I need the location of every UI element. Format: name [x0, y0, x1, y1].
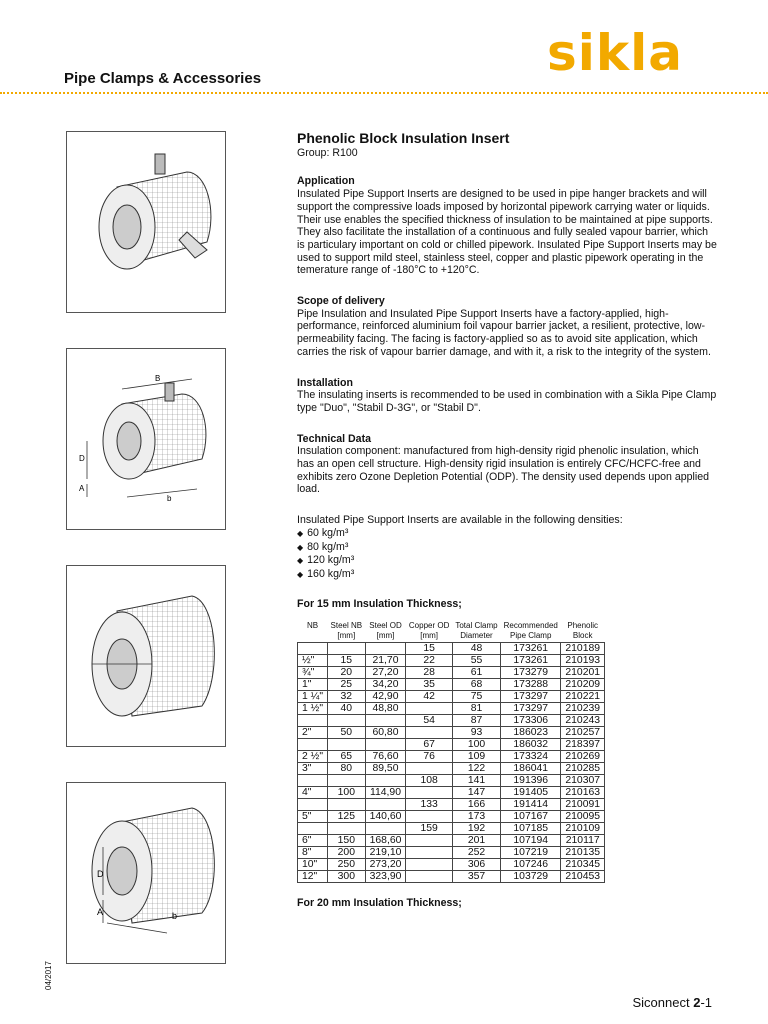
table-cell: 35	[406, 679, 452, 691]
table-cell: 300	[328, 871, 366, 883]
column-header-line: Diameter	[460, 630, 493, 640]
table-cell: 42,90	[365, 691, 406, 703]
page-prefix: Siconnect	[632, 995, 694, 1010]
table-cell: 1"	[298, 679, 328, 691]
document-date: 04/2017	[44, 961, 53, 990]
column-header-line: [mm]	[420, 630, 439, 640]
table-row	[298, 751, 605, 763]
table-row	[298, 763, 605, 775]
figure-insert-block	[66, 565, 226, 747]
table-cell	[298, 775, 328, 787]
table-row	[298, 835, 605, 847]
table-cell: 210091	[561, 799, 605, 811]
table-header-row	[298, 620, 605, 643]
table-cell	[365, 715, 406, 727]
section-title: Pipe Clamps & Accessories	[64, 70, 262, 87]
table-row	[298, 811, 605, 823]
table-cell: 200	[328, 847, 366, 859]
table-cell: 107185	[501, 823, 561, 835]
column-header-line: NB	[306, 621, 319, 631]
table-cell	[406, 871, 452, 883]
column-header	[298, 620, 328, 643]
section-heading-application: Application	[297, 175, 355, 188]
table-cell: 210189	[561, 643, 605, 655]
table-cell: 75	[452, 691, 500, 703]
table-cell: 210135	[561, 847, 605, 859]
table-cell: 210193	[561, 655, 605, 667]
table-cell: ¾"	[298, 667, 328, 679]
table-cell: 210201	[561, 667, 605, 679]
table-cell: 122	[452, 763, 500, 775]
table-cell: 27,20	[365, 667, 406, 679]
table-row	[298, 643, 605, 655]
product-title: Phenolic Block Insulation Insert	[297, 130, 510, 146]
column-header-line: Phenolic	[567, 621, 599, 631]
table-cell: 103729	[501, 871, 561, 883]
table-cell: 210269	[561, 751, 605, 763]
column-header-line: [mm]	[376, 630, 395, 640]
table-cell: 191405	[501, 787, 561, 799]
column-header	[328, 620, 366, 643]
table-cell	[365, 775, 406, 787]
table-cell: 55	[452, 655, 500, 667]
product-group: Group: R100	[297, 146, 358, 159]
table-cell: 147	[452, 787, 500, 799]
section-text-technical: Insulation component: manufactured from high-density rigid phenolic insulation, which has an open cell structure. High-density rigid insulation is entirely CFC/HCFC-free and exhibits zero Ozone Depletion Potential (ODP). The density used depends upon applied load.	[297, 445, 710, 496]
column-header-line: Steel OD	[369, 621, 402, 631]
table-cell: 133	[406, 799, 452, 811]
table-cell: 48	[452, 643, 500, 655]
table-cell: 210453	[561, 871, 605, 883]
table-cell: 141	[452, 775, 500, 787]
table-cell: 191396	[501, 775, 561, 787]
table-cell: 61	[452, 667, 500, 679]
dimension-b-lower: b	[167, 494, 172, 503]
table-cell: 20	[328, 667, 366, 679]
table-cell	[406, 859, 452, 871]
table-cell: 42	[406, 691, 452, 703]
table-row	[298, 871, 605, 883]
table-cell	[328, 739, 366, 751]
column-header-line: [mm]	[337, 630, 356, 640]
table-row	[298, 823, 605, 835]
table-cell: 173	[452, 811, 500, 823]
table-cell: 201	[452, 835, 500, 847]
column-header-line: Steel NB	[330, 621, 363, 631]
figure-clamp-dimensions	[66, 348, 226, 530]
column-header	[406, 620, 452, 643]
table-cell: 40	[328, 703, 366, 715]
table-cell	[328, 799, 366, 811]
table-cell: 15	[406, 643, 452, 655]
table-cell: 6"	[298, 835, 328, 847]
table-cell: 100	[452, 739, 500, 751]
table-cell: 210095	[561, 811, 605, 823]
table-body	[298, 643, 605, 883]
column-header-line: Pipe Clamp	[510, 630, 552, 640]
table-cell	[298, 715, 328, 727]
table-cell: 3"	[298, 763, 328, 775]
table-cell: 173279	[501, 667, 561, 679]
table-cell: 125	[328, 811, 366, 823]
table-row	[298, 739, 605, 751]
table-cell: 173297	[501, 703, 561, 715]
table-cell: 32	[328, 691, 366, 703]
section-text-scope: Pipe Insulation and Insulated Pipe Support Inserts have a factory-applied, high-performance, reinforced aluminium foil vapour barrier jacket, a resilient, protective, low-permeability facing. The facing is factory-applied so as to avoid site application, which carries the risk of vapour barrier damage, and with it, a risk to the integrity of the system.	[297, 307, 711, 358]
table-row	[298, 703, 605, 715]
table-cell: 210109	[561, 823, 605, 835]
table-row	[298, 691, 605, 703]
table-cell: 108	[406, 775, 452, 787]
column-header-line: Total Clamp	[455, 621, 498, 631]
dimension-a: A	[97, 907, 104, 917]
sikla-logo: sikla	[547, 24, 684, 82]
table-cell: 210209	[561, 679, 605, 691]
table-cell: 210243	[561, 715, 605, 727]
table-cell: 76,60	[365, 751, 406, 763]
table-row	[298, 787, 605, 799]
table-cell: 67	[406, 739, 452, 751]
column-header-line: Block	[572, 630, 593, 640]
table-cell	[298, 799, 328, 811]
table-cell: 159	[406, 823, 452, 835]
table-row	[298, 667, 605, 679]
table-cell: 109	[452, 751, 500, 763]
table-cell	[406, 835, 452, 847]
column-header	[452, 620, 500, 643]
table-cell: 25	[328, 679, 366, 691]
table-cell: 2 ½"	[298, 751, 328, 763]
table-cell: 89,50	[365, 763, 406, 775]
table-cell	[328, 643, 366, 655]
table-cell: 186032	[501, 739, 561, 751]
table-cell: 68	[452, 679, 500, 691]
dimension-b-lower: b	[172, 911, 178, 921]
table-cell: 150	[328, 835, 366, 847]
table-cell: 21,70	[365, 655, 406, 667]
section-heading-technical: Technical Data	[297, 432, 371, 445]
density-list	[297, 527, 717, 582]
dimension-a: A	[79, 484, 85, 493]
table-cell: 192	[452, 823, 500, 835]
table-cell: 10"	[298, 859, 328, 871]
table-cell: 8"	[298, 847, 328, 859]
table-cell: 1 ½"	[298, 703, 328, 715]
figure-insert-dimensions	[66, 782, 226, 964]
table-cell: 186041	[501, 763, 561, 775]
table-cell: 107194	[501, 835, 561, 847]
table-cell: 219,10	[365, 847, 406, 859]
table-cell: 210345	[561, 859, 605, 871]
table-cell: 28	[406, 667, 452, 679]
table-cell	[365, 799, 406, 811]
table-cell: 166	[452, 799, 500, 811]
page-number	[633, 995, 713, 1010]
table-cell: 48,80	[365, 703, 406, 715]
figure-clamp-with-insert	[66, 131, 226, 313]
table-cell	[406, 763, 452, 775]
density-item: ◆ 60 kg/m³	[297, 527, 717, 541]
density-item: ◆ 160 kg/m³	[297, 568, 717, 582]
table-heading-20mm: For 20 mm Insulation Thickness;	[297, 897, 462, 910]
table-row	[298, 727, 605, 739]
dimension-d: D	[79, 454, 85, 463]
table-cell: 186023	[501, 727, 561, 739]
dimension-d: D	[97, 869, 104, 879]
table-heading-15mm: For 15 mm Insulation Thickness;	[297, 597, 462, 610]
table-cell: 60,80	[365, 727, 406, 739]
table-cell: 81	[452, 703, 500, 715]
table-cell: 323,90	[365, 871, 406, 883]
table-cell: 173261	[501, 643, 561, 655]
table-cell	[406, 811, 452, 823]
table-cell	[406, 787, 452, 799]
density-item: ◆ 80 kg/m³	[297, 541, 717, 555]
table-cell: 50	[328, 727, 366, 739]
table-cell: 168,60	[365, 835, 406, 847]
table-row	[298, 715, 605, 727]
table-cell: 1 ¼"	[298, 691, 328, 703]
table-cell	[328, 775, 366, 787]
product-description	[297, 132, 717, 920]
section-text-application: Insulated Pipe Support Inserts are designed to be used in pipe hanger brackets and will support the compressive loads imposed by horizontal pipework carrying water or liquids. Their use enables the specified thickness of insulation to be maintained at pipe supports. They also facilitate the installation of a continuous and fully sealed vapour barrier, which is particulary important on cold or chilled pipework. Insulated Pipe Support Inserts may be used to support mild steel, stainless steel, copper and plastic pipework operating in the temerature range of -180°C to +120°C.	[297, 188, 717, 277]
table-cell	[328, 715, 366, 727]
table-cell: 76	[406, 751, 452, 763]
column-header	[501, 620, 561, 643]
insulation-table-15mm	[297, 620, 605, 883]
table-cell: 173288	[501, 679, 561, 691]
table-row	[298, 859, 605, 871]
table-cell	[406, 727, 452, 739]
table-cell: 93	[452, 727, 500, 739]
table-cell: 80	[328, 763, 366, 775]
table-cell	[406, 703, 452, 715]
table-cell: 173261	[501, 655, 561, 667]
table-cell: 173297	[501, 691, 561, 703]
dimension-b-upper: B	[155, 374, 161, 383]
table-cell: 87	[452, 715, 500, 727]
table-cell: 210239	[561, 703, 605, 715]
table-cell: 65	[328, 751, 366, 763]
table-cell	[365, 643, 406, 655]
table-cell: 54	[406, 715, 452, 727]
column-header-line: Copper OD	[408, 621, 450, 631]
table-cell: 191414	[501, 799, 561, 811]
table-cell: 15	[328, 655, 366, 667]
table-row	[298, 847, 605, 859]
table-cell	[298, 823, 328, 835]
column-header	[365, 620, 406, 643]
page-suffix: -1	[700, 995, 712, 1010]
table-cell: 173324	[501, 751, 561, 763]
table-cell: 34,20	[365, 679, 406, 691]
table-cell: 140,60	[365, 811, 406, 823]
table-cell: 173306	[501, 715, 561, 727]
table-cell: 210163	[561, 787, 605, 799]
section-heading-scope: Scope of delivery	[297, 295, 385, 308]
table-cell: 357	[452, 871, 500, 883]
table-cell: 210307	[561, 775, 605, 787]
section-text-installation: The insulating inserts is recommended to be used in combination with a Sikla Pipe Clamp type "Duo", "Stabil D-3G", or "Stabil D".	[297, 389, 717, 414]
table-cell: 5"	[298, 811, 328, 823]
table-cell: 218397	[561, 739, 605, 751]
table-cell: 107219	[501, 847, 561, 859]
density-item: ◆ 120 kg/m³	[297, 554, 717, 568]
table-cell: 12"	[298, 871, 328, 883]
table-cell: 107167	[501, 811, 561, 823]
table-cell	[328, 823, 366, 835]
table-row	[298, 799, 605, 811]
table-cell: 210117	[561, 835, 605, 847]
table-cell: 100	[328, 787, 366, 799]
table-cell	[406, 847, 452, 859]
table-cell: 252	[452, 847, 500, 859]
table-cell: 210257	[561, 727, 605, 739]
column-header	[561, 620, 605, 643]
table-cell: 250	[328, 859, 366, 871]
section-heading-installation: Installation	[297, 376, 353, 389]
table-cell	[365, 823, 406, 835]
table-cell	[298, 739, 328, 751]
table-cell	[365, 739, 406, 751]
table-cell: 306	[452, 859, 500, 871]
table-cell: 2"	[298, 727, 328, 739]
table-cell: 210221	[561, 691, 605, 703]
table-cell: 210285	[561, 763, 605, 775]
table-cell: 114,90	[365, 787, 406, 799]
header-divider	[0, 92, 768, 94]
table-cell: 22	[406, 655, 452, 667]
table-cell: 107246	[501, 859, 561, 871]
table-cell: 273,20	[365, 859, 406, 871]
column-header-line: Recommended	[503, 621, 558, 631]
table-row	[298, 655, 605, 667]
page-chapter: 2	[693, 995, 701, 1010]
table-cell: 4"	[298, 787, 328, 799]
densities-intro: Insulated Pipe Support Inserts are available in the following densities:	[297, 514, 623, 527]
table-cell: ½"	[298, 655, 328, 667]
table-cell	[298, 643, 328, 655]
table-row	[298, 679, 605, 691]
table-row	[298, 775, 605, 787]
